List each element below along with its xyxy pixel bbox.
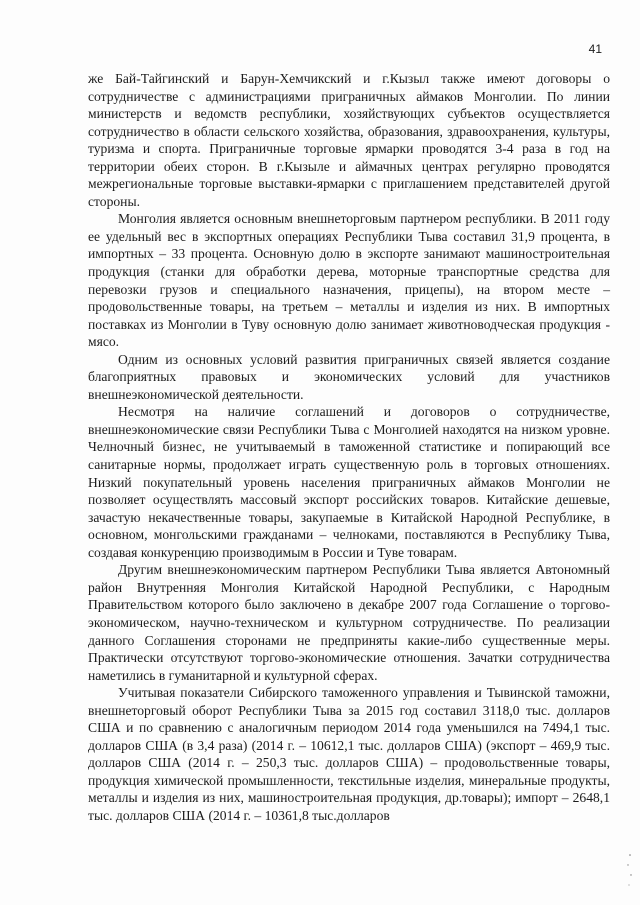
paragraph-6: Учитывая показатели Сибирского таможенного управления и Тывинской таможни, внешнеторговый оборот Республики Тыва за 2015 год составил 3118,0 тыс. долларов США и по сравнению с аналогичным периодом 2014 года уменьшился на 7494,1 тыс. долларов США (в 3,4 раза) (2014 г. – 10612,1 тыс. долларов США) (экспорт – 469,9 тыс. долларов США (2014 г. – 250,3 тыс. долларов США) – продовольственные товары, продукция химической промышленности, текстильные изделия, минеральные продукты, металлы и изделия из них, машиностроительная продукция, др.товары); импорт – 2648,1 тыс. долларов США (2014 г. – 10361,8 тыс.долларов xyxy=(88,685,610,823)
page-number: 41 xyxy=(588,42,602,56)
paragraph-3: Одним из основных условий развития приграничных связей является создание благоприятных правовых и экономических условий для участников внешнеэкономической деятельности. xyxy=(88,351,610,402)
paragraph-1: же Бай-Тайгинский и Барун-Хемчикский и г.Кызыл также имеют договоры о сотрудничестве с администрациями приграничных аймаков Монголии. По линии министерств и ведомств республики, хозяйствующих субъектов осуществляется сотрудничество в области сельского хозяйства, образования, здравоохранения, культуры, туризма и спорта. Приграничные торговые ярмарки проводятся 3-4 раза в год на территории обеих сторон. В г.Кызыле и аймачных центрах регулярно проводятся межрегиональные торговые выставки-ярмарки с приглашением представителей другой стороны. xyxy=(88,71,610,209)
paragraph-4: Несмотря на наличие соглашений и договоров о сотрудничестве, внешнеэкономические связи Республики Тыва с Монголией находятся на низком уровне. Челночный бизнес, не учитываемый в таможенной статистике и попирающий все санитарные нормы, продолжает играть существенную роль в торговых отношениях. Низкий покупательный уровень населения приграничных аймаков Монголии не позволяет осуществлять массовый экспорт российских товаров. Китайские дешевые, зачастую некачественные товары, закупаемые в Китайской Народной Республике, в основном, монгольскими гражданами – челноками, поставляются в Республику Тыва, создавая конкуренцию производимым в России и Туве товарам. xyxy=(88,404,610,560)
paragraph-5: Другим внешнеэкономическим партнером Республики Тыва является Автономный район Внутренняя Монголия Китайской Народной Республики, с Народным Правительством которого было заключено в декабре 2007 года Соглашение о торгово-экономическом, научно-техническом и культурном сотрудничестве. По реализации данного Соглашения сторонами не предприняты какие-либо существенные меры. Практически отсутствуют торгово-экономические отношения. Зачатки сотрудничества наметились в гуманитарной и культурной сферах. xyxy=(88,562,610,683)
document-body xyxy=(88,70,610,825)
paragraph-2: Монголия является основным внешнеторговым партнером республики. В 2011 году ее удельный вес в экспортных операциях Республики Тыва составил 31,9 процента, в импортных – 33 процента. Основную долю в экспорте занимают машиностроительная продукция (станки для обработки дерева, моторные транспортные средства для перевозки грузов и специального назначения, прицепы), на втором месте – продовольственные товары, на третьем – металлы и изделия из них. В импортных поставках из Монголии в Туву основную долю занимает животноводческая продукция - мясо. xyxy=(88,211,610,350)
scan-artifact-marks xyxy=(624,851,634,891)
